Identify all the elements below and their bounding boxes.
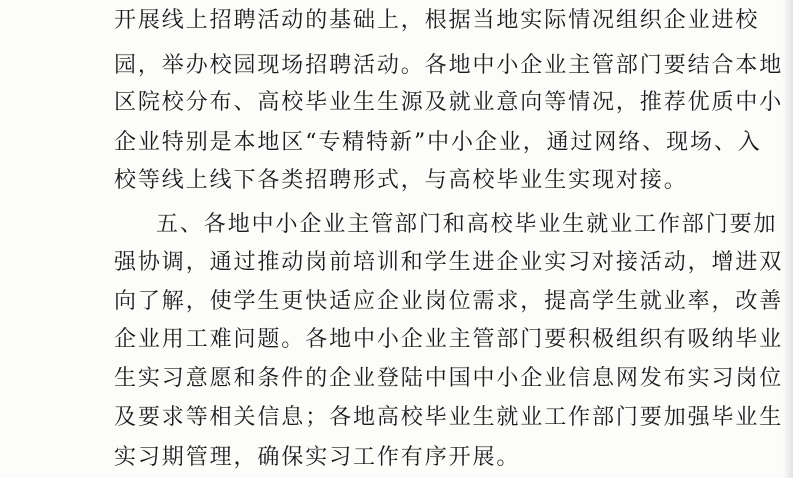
text-line: 区院校分布、高校毕业生生源及就业意向等情况，推荐优质中小 bbox=[114, 90, 784, 115]
text-line: 实习期管理，确保实习工作有序开展。 bbox=[114, 445, 521, 470]
text-line: 开展线上招聘活动的基础上，根据当地实际情况组织企业进校 bbox=[114, 8, 760, 33]
text-line: 校等线上线下各类招聘形式，与高校毕业生实现对接。 bbox=[114, 168, 688, 193]
text-line: 五、各地中小企业主管部门和高校毕业生就业工作部门要加 bbox=[156, 212, 778, 237]
text-line: 企业用工难问题。各地中小企业主管部门要积极组织有吸纳毕业 bbox=[114, 327, 784, 352]
text-line: 企业特别是本地区“专精特新”中小企业，通过网络、现场、入 bbox=[114, 130, 762, 155]
text-line: 生实习意愿和条件的企业登陆中国中小企业信息网发布实习岗位 bbox=[114, 366, 784, 391]
text-line: 及要求等相关信息；各地高校毕业生就业工作部门要加强毕业生 bbox=[114, 405, 784, 430]
text-line: 园，举办校园现场招聘活动。各地中小企业主管部门要结合本地 bbox=[114, 53, 784, 78]
text-line: 向了解，使学生更快适应企业岗位需求，提高学生就业率，改善 bbox=[114, 289, 784, 314]
text-line: 强协调，通过推动岗前培训和学生进企业实习对接活动，增进双 bbox=[114, 250, 784, 275]
